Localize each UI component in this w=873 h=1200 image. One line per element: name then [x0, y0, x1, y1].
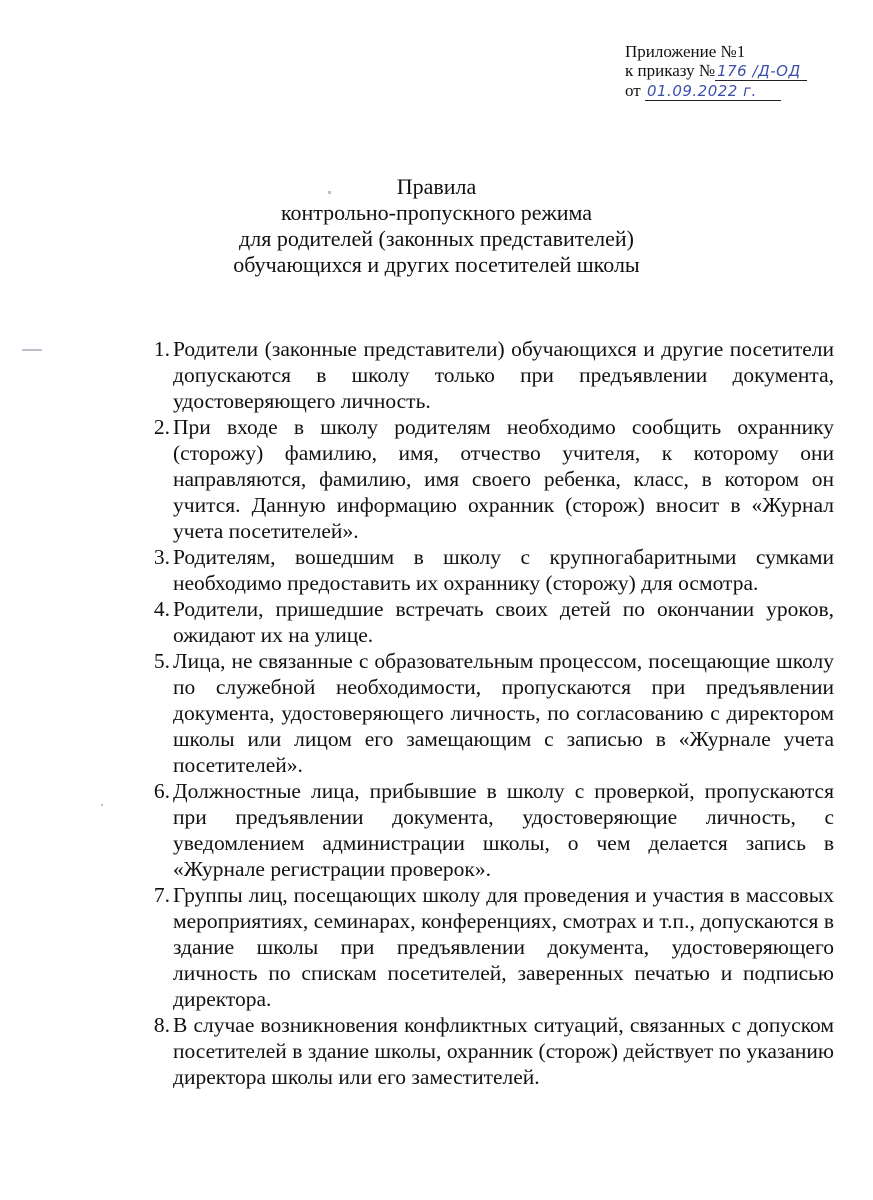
scan-mark [328, 191, 331, 194]
rule-text: Родители, пришедшие встречать своих детей по окончании уроков, ожидают их на улице. [173, 597, 834, 647]
appendix-header [625, 42, 825, 101]
rule-number: 7. [153, 883, 170, 907]
rule-item [118, 1012, 834, 1090]
appendix-title: Приложение №1 [625, 42, 746, 61]
rule-item [118, 596, 834, 648]
rule-text: Должностные лица, прибывшие в школу с проверкой, пропускаются при предъявлении документа, удостоверяющие личность, с уведомлением администрации школы, о чем делается запись в «Журнале регистрации проверок». [173, 779, 834, 881]
rule-text: В случае возникновения конфликтных ситуаций, связанных с допуском посетителей в здание школы, охранник (сторож) действует по указанию директора школы или его заместителей. [173, 1013, 834, 1089]
rule-number: 2. [153, 415, 170, 439]
order-number-line [625, 61, 825, 81]
rule-item [118, 882, 834, 1012]
order-number-label: к приказу № [625, 61, 716, 80]
order-date-line [625, 81, 825, 101]
rule-number: 1. [153, 337, 170, 361]
rule-number: 6. [153, 779, 170, 803]
rule-item [118, 544, 834, 596]
scan-mark [22, 349, 42, 351]
order-number-handwritten: 176 /Д-ОД [715, 63, 807, 81]
title-line-2: контрольно-пропускного режима [280, 200, 593, 225]
rule-item [118, 648, 834, 778]
document-title [0, 174, 873, 278]
order-date-handwritten: 01.09.2022 г. [645, 83, 781, 101]
rule-text: При входе в школу родителям необходимо сообщить охраннику (сторожу) фамилию, имя, отчество учителя, к которому они направляются, фамилию, имя своего ребенка, класс, в котором он учится. Данную информацию охранник (сторож) вносит в «Журнал учета посетителей». [173, 415, 834, 543]
rule-item [118, 336, 834, 414]
rule-number: 4. [153, 597, 170, 621]
rule-text: Родителям, вошедшим в школу с крупногабаритными сумками необходимо предоставить их охраннику (сторожу) для осмотра. [173, 545, 834, 595]
rule-text: Родители (законные представители) обучающихся и другие посетители допускаются в школу только при предъявлении документа, удостоверяющего личность. [173, 337, 834, 413]
rule-item [118, 778, 834, 882]
order-date-label: от [625, 81, 641, 100]
rule-number: 5. [153, 649, 170, 673]
title-line-3: для родителей (законных представителей) [239, 226, 634, 251]
title-line-1: Правила [396, 174, 477, 199]
title-line-4: обучающихся и других посетителей школы [233, 252, 640, 277]
rule-item [118, 414, 834, 544]
rule-number: 8. [153, 1013, 170, 1037]
rules-list [118, 336, 834, 1090]
rule-number: 3. [153, 545, 170, 569]
scan-mark [101, 804, 103, 806]
rule-text: Лица, не связанные с образовательным процессом, посещающие школу по служебной необходимости, пропускаются при предъявлении документа, удостоверяющего личность, по согласованию с директором школы или лицом его замещающим с записью в «Журнале учета посетителей». [173, 649, 834, 777]
rule-text: Группы лиц, посещающих школу для проведения и участия в массовых мероприятиях, семинарах, конференциях, смотрах и т.п., допускаются в здание школы при предъявлении документа, удостоверяющего личность по спискам посетителей, заверенных печатью и подписью директора. [173, 883, 834, 1011]
